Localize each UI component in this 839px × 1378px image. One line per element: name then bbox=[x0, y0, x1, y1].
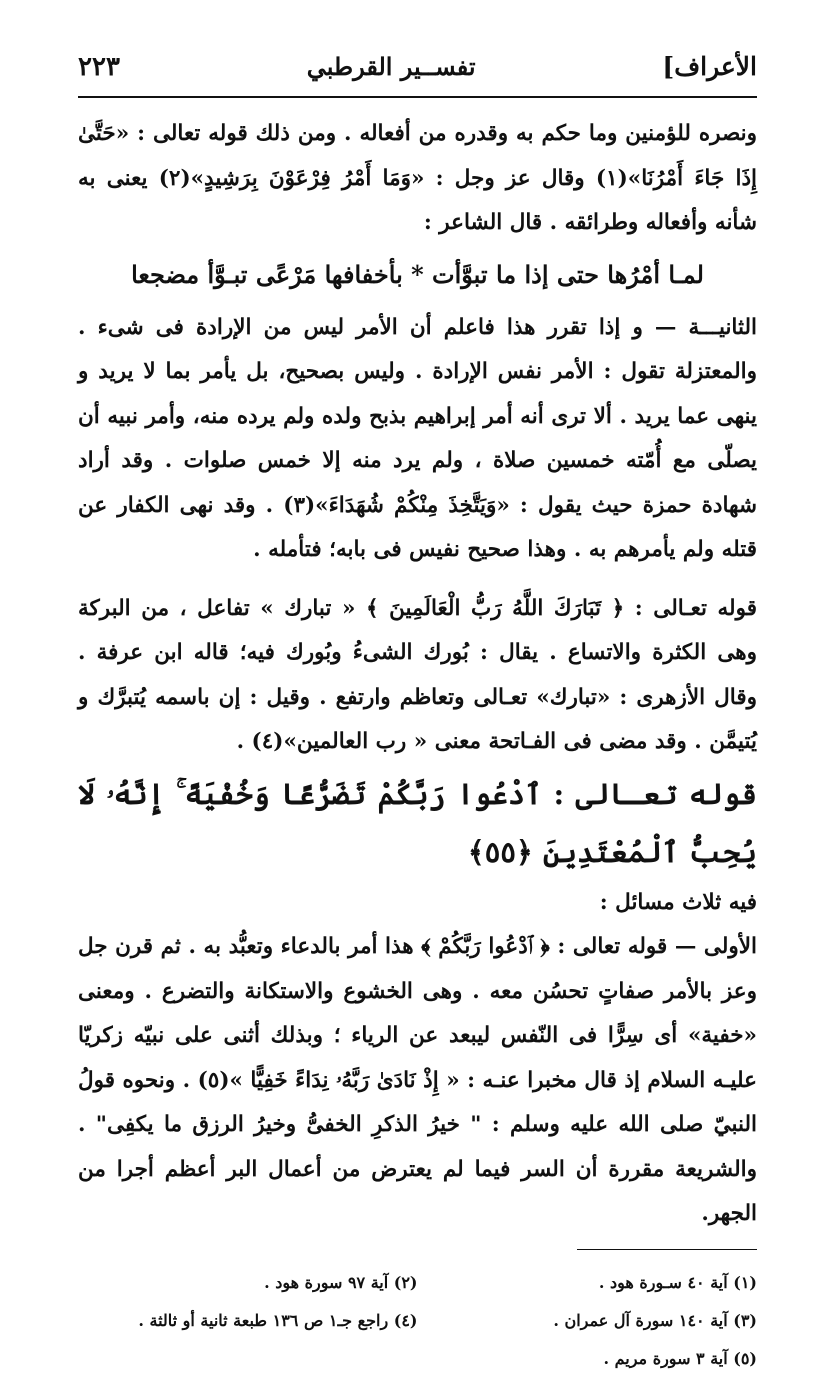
book-title: تفســير القرطبي bbox=[306, 52, 476, 81]
footnote-5: (٥) آية ٣ سورة مريم . bbox=[603, 1348, 757, 1368]
paragraph-1: ونصره للؤمنين وما حكم به وقدره من أفعاله . ومن ذلك قوله تعالى : «حَتَّىٰ إِذَا جَاءَ أَمْرُنَا»(١) وقال عز وجل : «وَمَا أَمْرُ فِرْعَوْنَ بِرَشِيدٍ»(٢) يعنى به شأنه وأفعاله وطرائقه . قال الشاعر : bbox=[78, 121, 757, 235]
quran-verse: ٱدْعُوا رَبَّكُمْ تَضَرُّعًا وَخُفْيَةً ۚ إِنَّهُۥ لَا يُحِبُّ ٱلْمُعْتَدِينَ ﴿٥٥﴾ bbox=[78, 776, 757, 869]
footnote-4: (٤) راجع جـ١ ص ١٣٦ طبعة ثانية أو ثالثة . bbox=[138, 1310, 418, 1330]
footnotes bbox=[78, 1264, 757, 1378]
footnote-row bbox=[78, 1302, 757, 1340]
footnote-2: (٢) آية ٩٧ سورة هود . bbox=[264, 1272, 418, 1292]
paragraph-4: الأولى — قوله تعالى : ﴿ ٱدْعُوا رَبَّكُمْ ﴾ هذا أمر بالدعاء وتعبُّد به . ثم قرن جل وعز بالأمر صفاتٍ تحسُن معه . وهى الخشوع والاستكانة والتضرع . ومعنى «خفية» أى سِرًّا فى النّفس ليبعد عن الرياء ؛ وبذلك أثنى على نبيّه زكريّا عليـه السلام إذ قال مخبرا عنـه : « إِذْ نَادَىٰ رَبَّهُۥ نِدَاءً خَفِيًّا »(٥) . ونحوه قولُ النبيّ صلى الله عليه وسلم : " خيرُ الذكرِ الخفىُّ وخيرُ الرزق ما يكفِى" . والشريعة مقررة أن السر فيما لم يعترض من أعمال البر أعظم أجرا من الجهر. bbox=[78, 934, 757, 1226]
page-number: ٢٢٣ bbox=[78, 52, 120, 82]
issues-heading: فيه ثلاث مسائل : bbox=[599, 889, 757, 915]
paragraph-3: قوله تعـالى : ﴿ تَبَارَكَ اللَّهُ رَبُّ الْعَالَمِينَ ﴾ « تبارك » تفاعل ، من البركة وهى الكثرة والاتساع . يقال : بُورك الشىءُ وبُورك فيه؛ قاله ابن عرفة . وقال الأزهرى : «تبارك» تعـالى وتعاظم وارتفع . وقيل : إن باسمه يُتبرَّك و يُتيمَّن . وقد مضى فى الفـاتحة معنى « رب العالمين»(٤) . bbox=[78, 595, 757, 754]
paragraph-2: الثانيـــة — و إذا تقرر هذا فاعلم أن الأمر ليس من الإرادة فى شىء . والمعتزلة تقول : الأمر نفس الإرادة . وليس بصحيح، بل يأمر بما لا يريد و ينهى عما يريد . ألا ترى أنه أمر إبراهيم بذبح ولده ولم يرده منه، وأمر نبيه أن يصلّى مع أُمّته خمسين صلاة ، ولم يرد منه إلا خمس صلوات . وقد أراد شهادة حمزة حيث يقول : «وَيَتَّخِذَ مِنْكُمْ شُهَدَاءَ»(٣) . وقد نهى الكفار عن قتله ولم يأمرهم به . وهذا صحيح نفيس فى بابه؛ فتأمله . bbox=[78, 314, 757, 562]
header-rule bbox=[78, 96, 757, 98]
footnote-3: (٣) آية ١٤٠ سورة آل عمران . bbox=[553, 1310, 757, 1330]
verse-label: قوله تعـالى : bbox=[553, 776, 757, 811]
poem-verse: لمـا أمْرُها حتى إذا ما تبوَّأت * بأخفافها مَرْعًى تبـوَّأ مضجعا bbox=[131, 259, 704, 289]
main-text bbox=[78, 112, 757, 1237]
footnote-rule bbox=[577, 1249, 757, 1250]
footnote-row bbox=[78, 1264, 757, 1302]
footnote-empty bbox=[78, 1340, 418, 1378]
page-header bbox=[78, 52, 757, 92]
quran-verse-line bbox=[78, 765, 757, 881]
surah-name: الأعراف] bbox=[662, 52, 757, 81]
spacer bbox=[78, 573, 757, 587]
footnote-row bbox=[78, 1340, 757, 1378]
footnote-1: (١) آية ٤٠ سـورة هود . bbox=[598, 1272, 757, 1292]
